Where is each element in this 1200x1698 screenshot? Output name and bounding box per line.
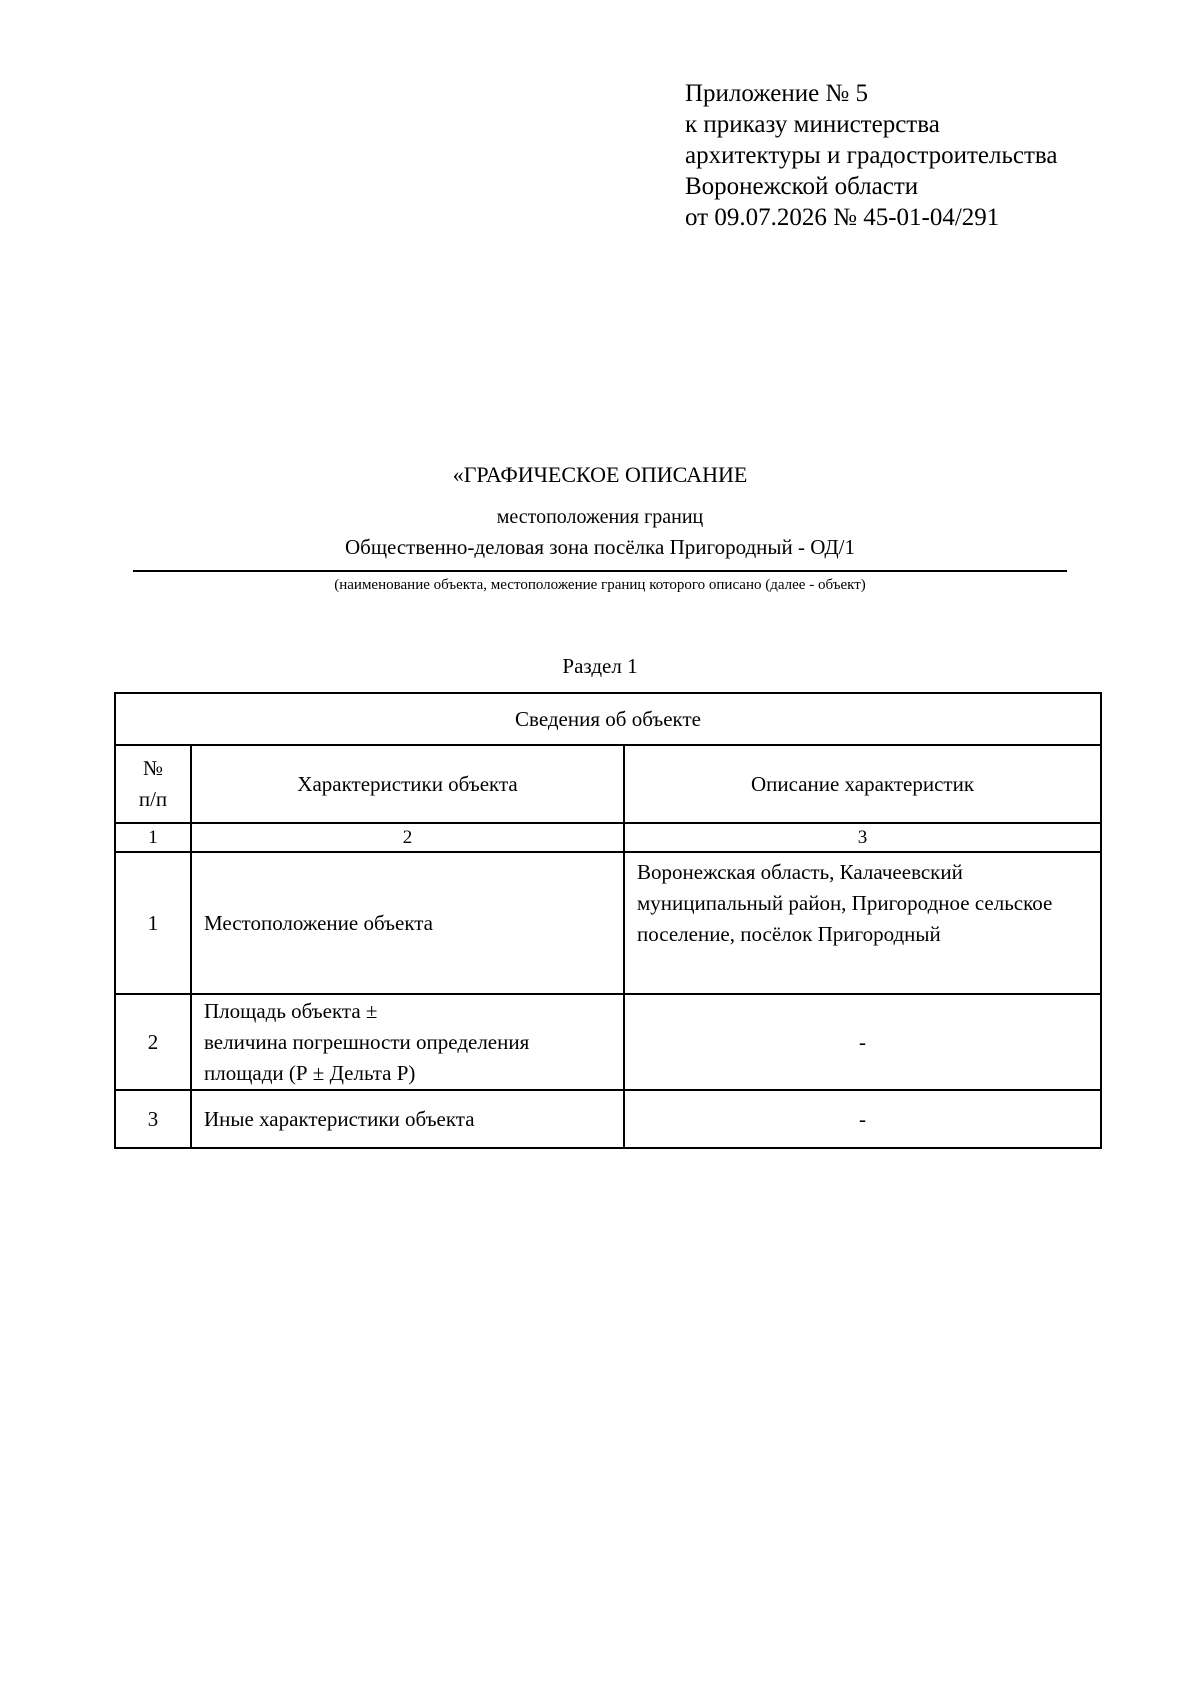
table-row [115, 852, 1101, 994]
appendix-line: архитектуры и градостроительства [685, 142, 1058, 169]
column-number: 2 [191, 823, 624, 852]
table-row [115, 1090, 1101, 1148]
column-numbers-row [115, 823, 1101, 852]
appendix-line: Приложение № 5 [685, 80, 869, 107]
row-description: - [624, 1090, 1101, 1148]
row-characteristic: Площадь объекта ± величина погрешности определения площади (Р ± Дельта Р) [191, 994, 624, 1090]
underline-divider [133, 570, 1067, 572]
row-number: 1 [115, 852, 191, 994]
column-header-number: № п/п [115, 745, 191, 823]
document-subtitle: местоположения границ [496, 506, 704, 528]
column-header-characteristic: Характеристики объекта [191, 745, 624, 823]
row-characteristic: Местоположение объекта [191, 852, 624, 994]
row-characteristic: Иные характеристики объекта [191, 1090, 624, 1148]
column-number: 3 [624, 823, 1101, 852]
appendix-line: Воронежской области [685, 173, 919, 200]
document-title: «ГРАФИЧЕСКОЕ ОПИСАНИЕ [452, 462, 748, 487]
table-header-row [115, 745, 1101, 823]
row-description: - [624, 994, 1101, 1090]
row-number: 2 [115, 994, 191, 1090]
row-number: 3 [115, 1090, 191, 1148]
table-row [115, 994, 1101, 1090]
object-name-caption: (наименование объекта, местоположение границ которого описано (далее - объект) [334, 577, 866, 593]
table-title: Сведения об объекте [115, 693, 1101, 745]
column-header-description: Описание характеристик [624, 745, 1101, 823]
column-number: 1 [115, 823, 191, 852]
object-info-table [114, 692, 1102, 1149]
appendix-line: от 09.07.2026 № 45-01-04/291 [685, 204, 1000, 231]
table-title-row [115, 693, 1101, 745]
appendix-line: к приказу министерства [685, 111, 940, 138]
row-description: Воронежская область, Калачеевский муниципальный район, Пригородное сельское поселение, посёлок Пригородный [624, 852, 1101, 994]
appendix-note [685, 78, 1057, 233]
section-label: Раздел 1 [562, 654, 638, 678]
object-name: Общественно-деловая зона посёлка Пригородный - ОД/1 [344, 535, 856, 559]
